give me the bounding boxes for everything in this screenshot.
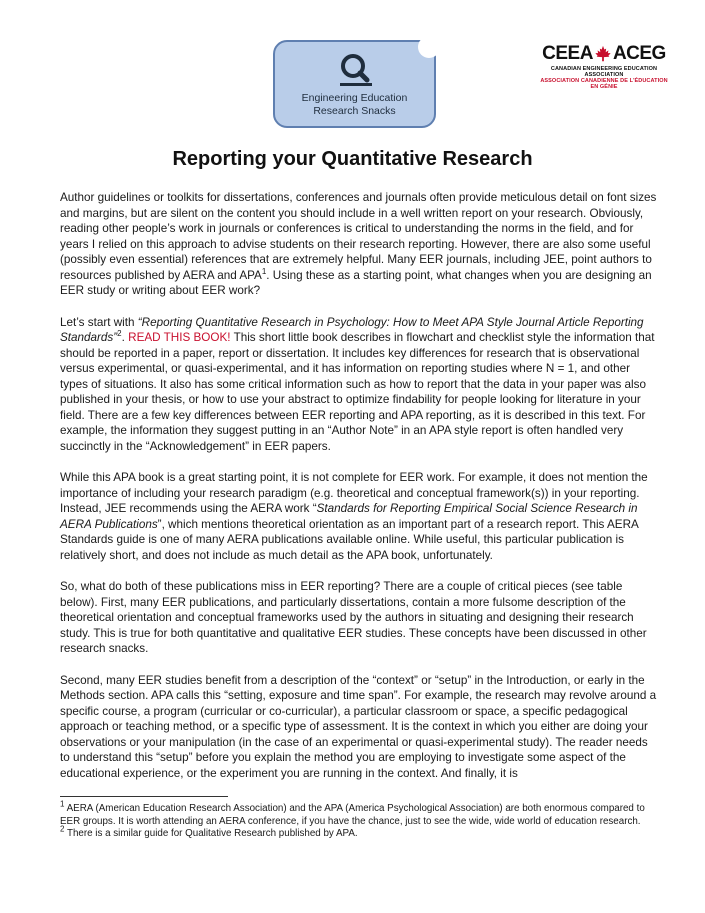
footnote-divider: [60, 796, 228, 797]
p2-punct: .: [121, 331, 129, 344]
magnifier-icon: [337, 52, 375, 88]
logo-line-1: Engineering Education: [301, 92, 408, 104]
footnote-ref-2: 2: [117, 329, 122, 339]
paragraph-3: [60, 470, 660, 563]
ceea-wordmark: CEEA: [542, 43, 593, 64]
footnote-2: [60, 824, 660, 841]
ceea-aceg-logo: [540, 43, 668, 90]
logo-bite-notch: [418, 36, 440, 58]
p3-text-b: ”, which mentions theoretical orientation as an important part of a research report. This AERA Standards guide is one of many AERA publications available online. While useful, this particular publication is relatively short, and does not include as much detail as the APA book, unfortunately.: [60, 517, 639, 562]
footnote-2-number: 2: [60, 824, 65, 834]
paragraph-2: [60, 315, 660, 455]
p1-text-b: . Using these as a starting point, what changes when you are designing an EER study or writing about EER work?: [60, 268, 652, 297]
footnote-1-number: 1: [60, 799, 65, 809]
p3-aera-title: Standards for Reporting Empirical Social Science Research in AERA Publications: [60, 502, 638, 531]
footnote-ref-1: 1: [261, 266, 267, 276]
p3-text-a: While this APA book is a great starting point, it is not complete for EER work. For example, it does not mention the importance of including your research paradigm (e.g. theoretical and conceptual framework(s)) in your reporting. Instead, JEE recommends using the AERA work “: [60, 471, 648, 515]
footnote-2-text: There is a similar guide for Qualitative Research published by APA.: [64, 828, 358, 840]
p2-text-b: This short little book describes in flowchart and checklist style the information that should be reported in a paper, report or dissertation. It includes key differences for research that is observational versus experimental, or quasi-experimental, and it has information on reporting studies where N = 1, and other types of situations. It also has some critical information such as how to report that the data in your paper was also published in your thesis, or how to use your abstract to optimize findability for people looking for literature in your field. There are a few key differences between EER reporting and APA reporting, as it is described in this text. For example, the information they suggest putting in an “Author Note” in an APA style report is often handled very succinctly in the “Acknowledgement” in EER papers.: [60, 331, 655, 453]
p2-text-a: Let’s start with: [60, 315, 138, 329]
aceg-wordmark: ACEG: [612, 43, 666, 64]
ceea-french-name: ASSOCIATION CANADIENNE DE L'ÉDUCATION EN GÉNIE: [540, 78, 668, 90]
footnote-1-text: AERA (American Education Research Association) and the APA (America Psychological Association) are both enormous compared to EER groups. It is worth attending an AERA conference, if you have the chance, just to see the wide, wide world of education research.: [60, 803, 645, 827]
ceea-english-name: CANADIAN ENGINEERING EDUCATION ASSOCIATION: [550, 66, 658, 78]
research-snacks-logo: [273, 40, 436, 128]
logo-line-2: Research Snacks: [313, 105, 396, 117]
p1-text-a: Author guidelines or toolkits for dissertations, conferences and journals often provide meticulous detail on font sizes and margins, but are silent on the content you should include in a well written report on your research. Obviously, reading other people’s work in journals or conferences is critical to understanding the norms in the field, and for years I relied on this approach to advise students on their research reporting. However, there are also some useful (possibly even essential) references that are extremely helpful. Many EER journals, including JEE, point authors to resources published by AERA and APA: [60, 191, 657, 282]
maple-leaf-icon: [594, 45, 612, 63]
paragraph-4: So, what do both of these publications miss in EER reporting? There are a couple of critical pieces (see table below). First, many EER publications, and particularly dissertations, contain a more fulsome description of the theoretical orientation and conceptual frameworks used by the authors in situating and designing their research study. This is true for both quantitative and qualitative EER studies. These concepts have been discussed in other research snacks.: [60, 580, 647, 655]
paragraph-5: Second, many EER studies benefit from a description of the “context” or “setup” in the Introduction, or early in the Methods section. APA calls this “setting, exposure and time span”. For example, the research may revolve around a specific course, a program (curricular or co-curricular), a particular classroom or space, a specific pedagogical approach or teaching method, or a specific type of assessment. It is the context in which you either are doing your observations or your manipulation (in the case of an experimental or quasi-experimental study). The reader needs to understand this “setup” before you explain the method you are employing to investigate some aspect of the educational experience, or the experiment you are running in the context. And finally, it is: [60, 673, 657, 780]
p2-book-title: “Reporting Quantitative Research in Psychology: How to Meet APA Style Journal Article Reporting Standards”: [60, 315, 644, 344]
footnote-1: [60, 799, 660, 828]
logo-text: [275, 92, 434, 118]
page-title: Reporting your Quantitative Research: [172, 148, 533, 170]
paragraph-1: [60, 190, 660, 299]
read-this-book-callout: READ THIS BOOK!: [128, 331, 231, 344]
article-body: [60, 190, 660, 797]
footnotes: [60, 796, 660, 841]
